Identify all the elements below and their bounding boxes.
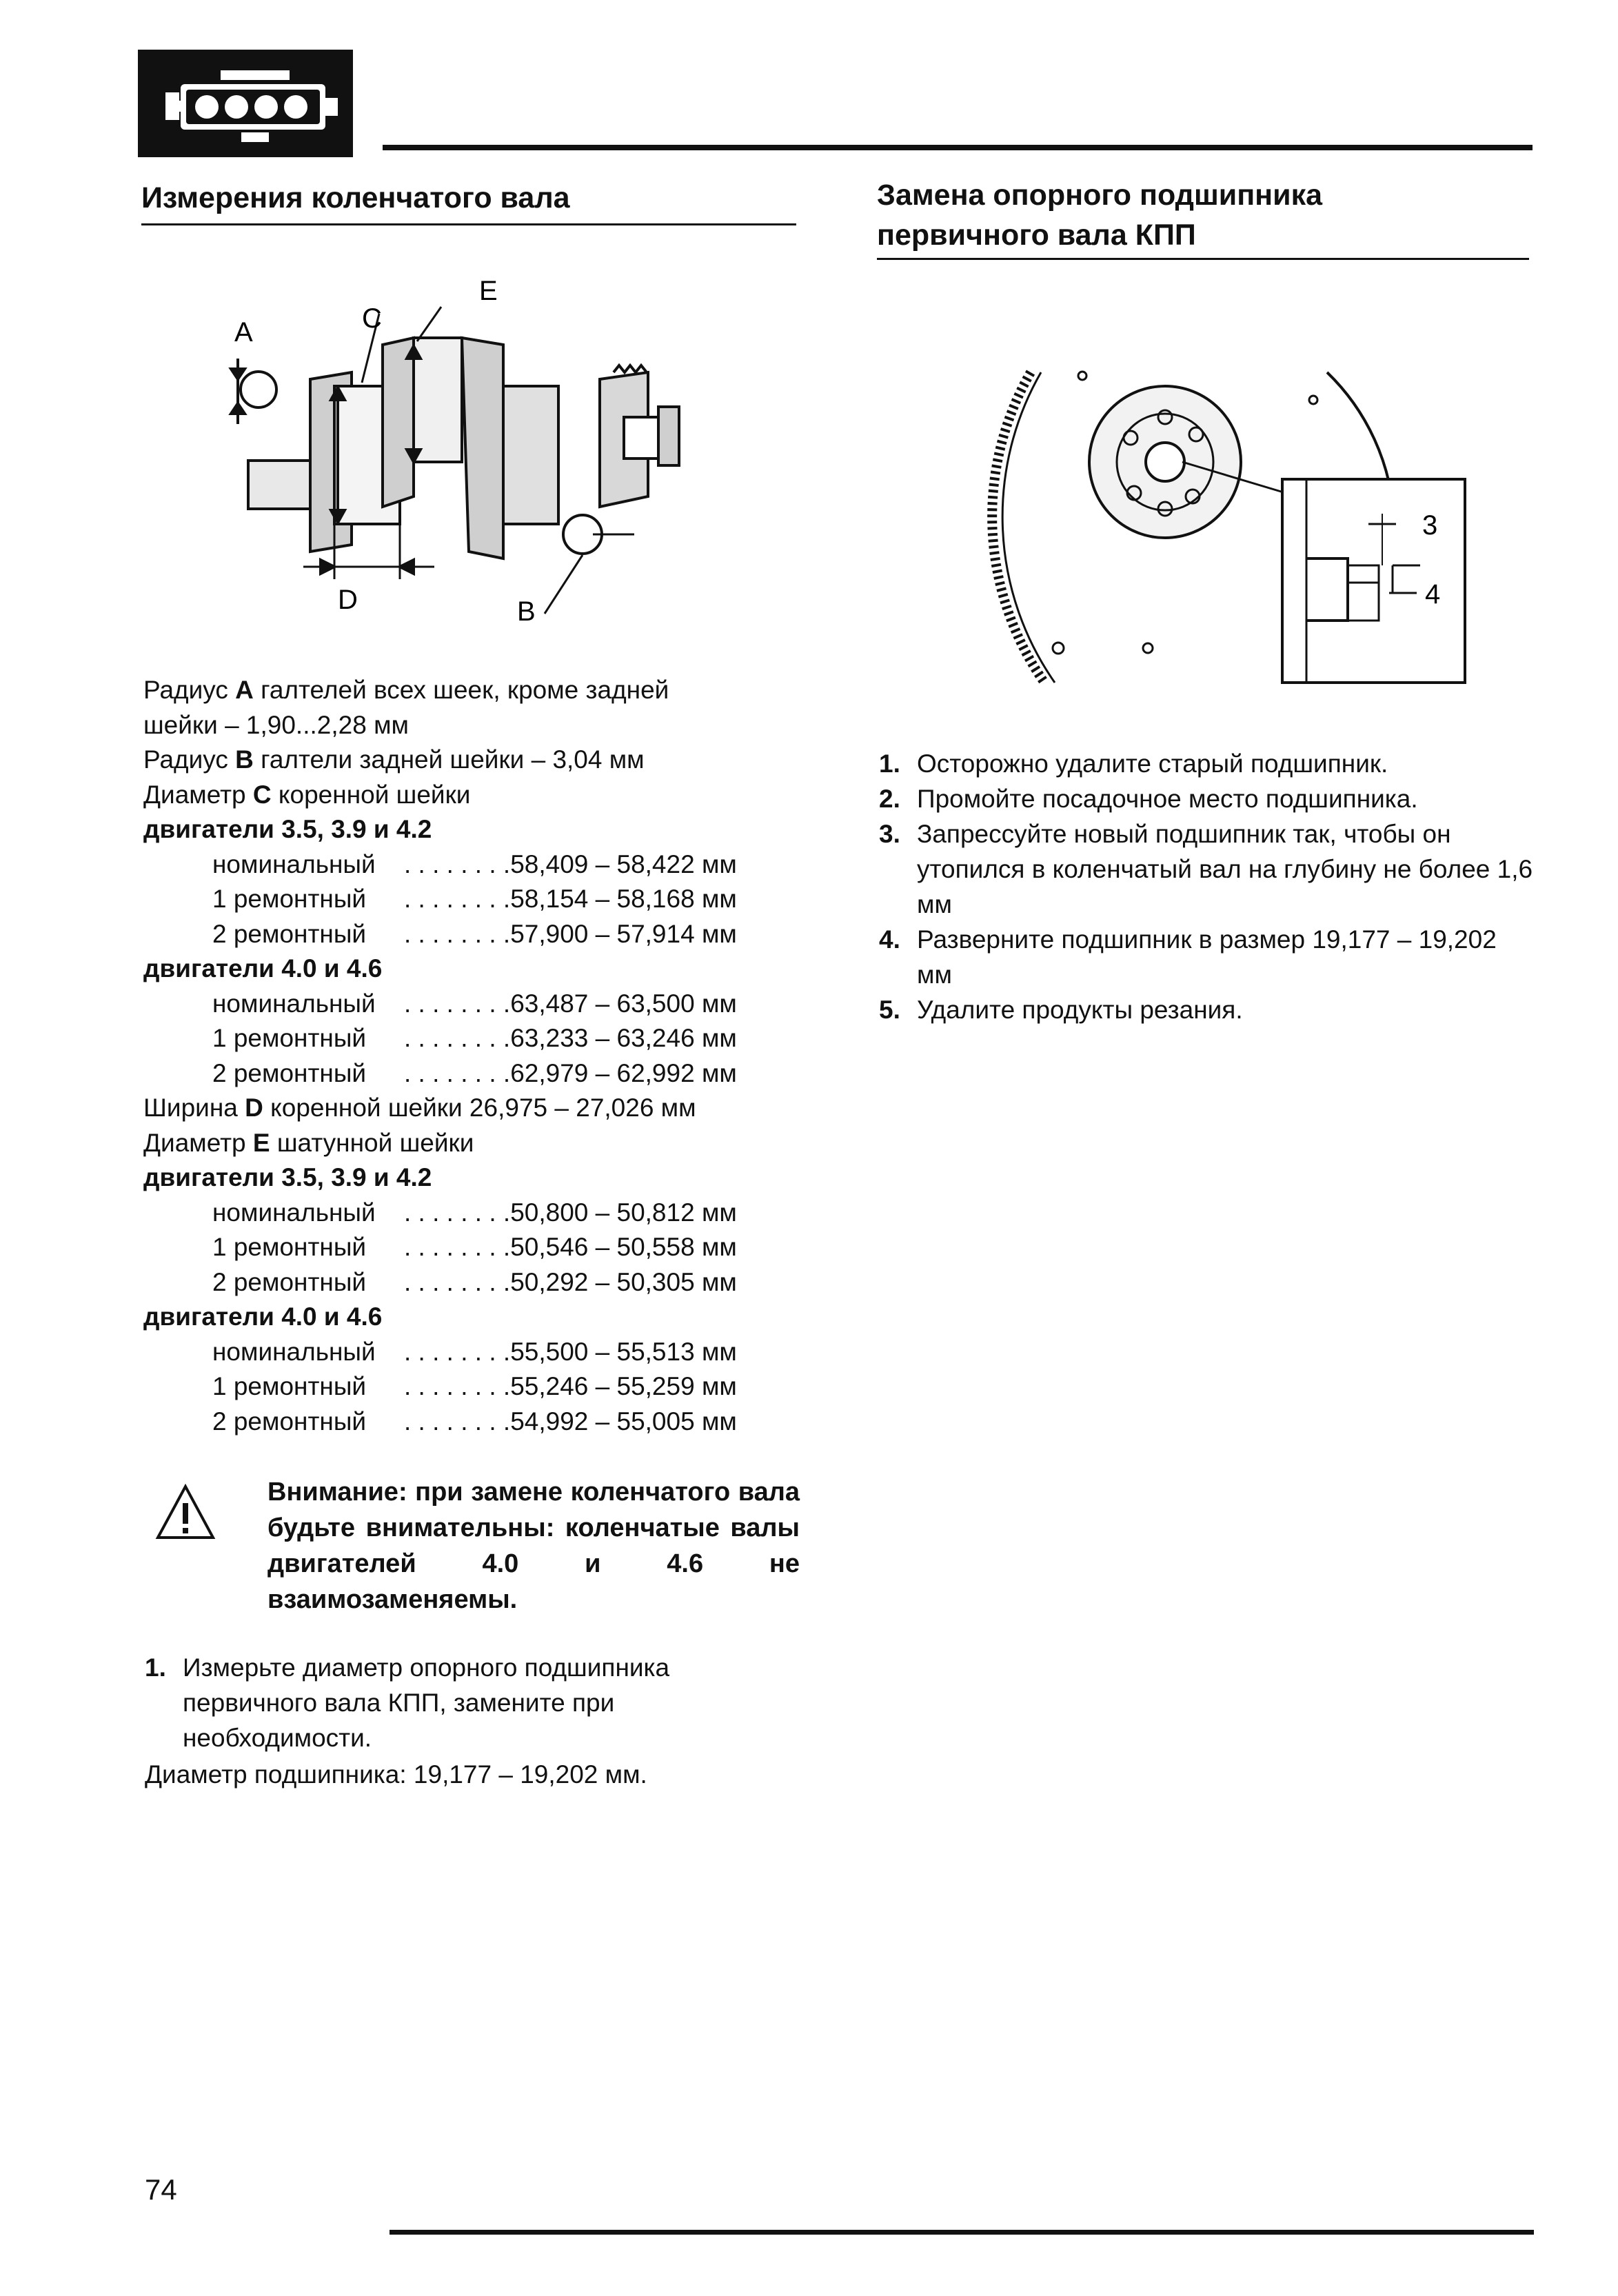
page-number: 74 (145, 2173, 177, 2206)
step-number: 4. (879, 925, 900, 954)
footer-rule (390, 2230, 1534, 2235)
right-title-line2: первичного вала КПП (877, 219, 1196, 252)
bearing-diameter-text: Диаметр подшипника: 19,177 – 19,202 мм. (145, 1760, 647, 1789)
left-steps-list (145, 1650, 807, 1755)
right-section-title (877, 175, 1529, 260)
spec-row: 2 ремонтный . . . . . . . .62,979 – 62,992 мм (212, 1058, 737, 1087)
spec-row: номинальный . . . . . . . .50,800 – 50,812 мм (212, 1198, 737, 1227)
diameter-c-line: Диаметр C коренной шейки (143, 780, 471, 809)
step-text: Осторожно удалите старый подшипник. (917, 749, 1388, 778)
spec-row: 1 ремонтный . . . . . . . .50,546 – 50,558 мм (212, 1233, 737, 1261)
step-text: Удалите продукты резания. (917, 996, 1243, 1024)
spec-row: номинальный . . . . . . . .63,487 – 63,500 мм (212, 989, 737, 1018)
spec-row: 2 ремонтный . . . . . . . .54,992 – 55,005 мм (212, 1407, 737, 1436)
engine-group-heading: двигатели 3.5, 3.9 и 4.2 (143, 815, 432, 843)
figure-label-3: 3 (1422, 510, 1438, 541)
spec-row: 2 ремонтный . . . . . . . .50,292 – 50,305 мм (212, 1267, 737, 1296)
radius-a-line1: Радиус A галтелей всех шеек, кроме задней (143, 676, 669, 704)
spec-row: номинальный . . . . . . . .55,500 – 55,513 мм (212, 1337, 737, 1366)
pilot-bearing-figure (962, 359, 1468, 689)
step-number: 2. (879, 785, 900, 813)
figure-label-b: B (517, 596, 536, 627)
figure-label-e: E (479, 276, 498, 306)
right-steps-list (879, 746, 1534, 1027)
diameter-e-line: Диаметр E шатунной шейки (143, 1128, 474, 1157)
figure-label-c: C (362, 303, 382, 334)
spec-row: 1 ремонтный . . . . . . . .63,233 – 63,246 мм (212, 1024, 737, 1052)
engine-group-heading: двигатели 4.0 и 4.6 (143, 1302, 383, 1331)
radius-b-line: Радиус B галтели задней шейки – 3,04 мм (143, 745, 645, 774)
engine-group-heading: двигатели 3.5, 3.9 и 4.2 (143, 1163, 432, 1191)
list-item (879, 992, 1534, 1027)
figure-label-4: 4 (1425, 579, 1441, 610)
section-badge (138, 50, 353, 157)
step-text: Запрессуйте новый подшипник так, чтобы он утопился в коленчатый вал на глубину не более 1,6 мм (917, 820, 1533, 918)
list-item (879, 746, 1534, 781)
step-text: Промойте посадочное место подшипника. (917, 785, 1418, 813)
step-number: 1. (145, 1653, 166, 1682)
crankshaft-figure (207, 269, 703, 634)
spec-row: номинальный . . . . . . . .58,409 – 58,422 мм (212, 849, 737, 878)
step-number: 3. (879, 820, 900, 848)
list-item (879, 922, 1534, 992)
engine-block-icon (138, 50, 353, 157)
engine-group-heading: двигатели 4.0 и 4.6 (143, 954, 383, 983)
step-text: Разверните подшипник в размер 19,177 – 19,202 мм (917, 925, 1497, 989)
step-text: Измерьте диаметр опорного подшипника первичного вала КПП, замените при необходимости. (183, 1653, 670, 1752)
header-rule (383, 145, 1533, 150)
crankshaft-spec-list (143, 673, 805, 1439)
warning-triangle-icon (155, 1482, 216, 1543)
right-title-line1: Замена опорного подшипника (877, 179, 1323, 212)
width-d-line: Ширина D коренной шейки 26,975 – 27,026 мм (143, 1094, 696, 1122)
radius-a-line2: шейки – 1,90...2,28 мм (143, 710, 409, 739)
spec-row: 1 ремонтный . . . . . . . .55,246 – 55,259 мм (212, 1372, 737, 1400)
list-item (879, 816, 1534, 922)
warning-text: Внимание: при замене коленчатого вала будьте внимательны: коленчатые валы двигателей 4.0 и 4.6 не взаимозаменяемы. (267, 1478, 800, 1614)
list-item (879, 781, 1534, 816)
figure-label-d: D (338, 585, 358, 615)
spec-row: 1 ремонтный . . . . . . . .58,154 – 58,168 мм (212, 885, 737, 913)
list-item (145, 1650, 807, 1755)
left-section-title: Измерения коленчатого вала (141, 178, 796, 225)
step-number: 5. (879, 996, 900, 1024)
spec-row: 2 ремонтный . . . . . . . .57,900 – 57,914 мм (212, 919, 737, 948)
step-number: 1. (879, 749, 900, 778)
figure-label-a: A (234, 317, 253, 348)
